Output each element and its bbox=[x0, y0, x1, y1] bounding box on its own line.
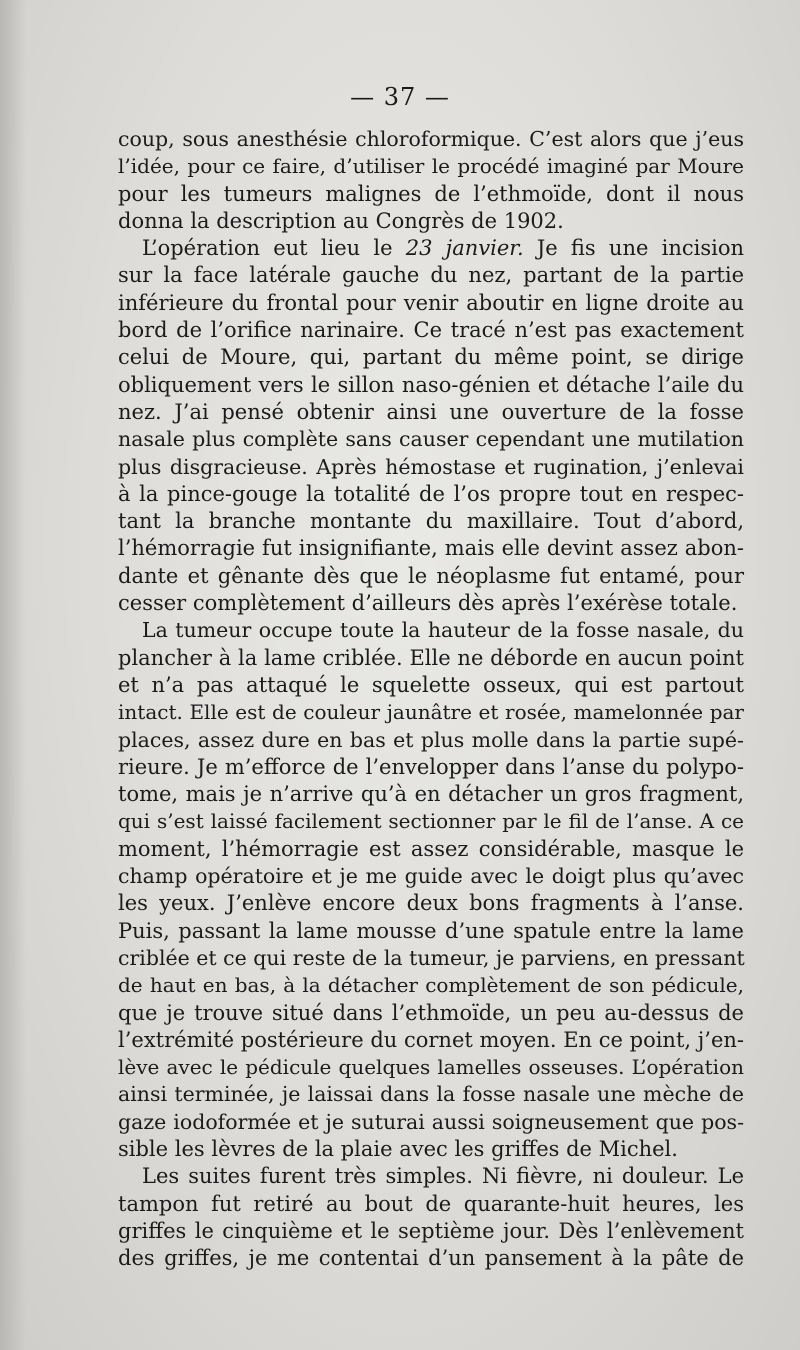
text-line: nez. J’ai pensé obtenir ainsi une ouverture de la fosse bbox=[118, 399, 744, 424]
text-line: Les suites furent très simples. Ni fièvre, ni douleur. Le bbox=[142, 1164, 744, 1189]
text-line: l’idée, pour ce faire, d’utiliser le procédé imaginé par Moure bbox=[118, 154, 744, 179]
text-line: ainsi terminée, je laissai dans la fosse nasale une mèche de bbox=[118, 1082, 744, 1107]
text-line: que je trouve situé dans l’ethmoïde, un peu au-dessus de bbox=[118, 1000, 744, 1025]
text-line: places, assez dure en bas et plus molle dans la partie supé- bbox=[118, 727, 744, 752]
text-line: inférieure du frontal pour venir aboutir en ligne droite au bbox=[118, 290, 744, 315]
text-line: tant la branche montante du maxillaire. Tout d’abord, bbox=[118, 509, 744, 534]
text-line: sur la face latérale gauche du nez, partant de la partie bbox=[118, 263, 744, 288]
text-line: qui s’est laissé facilement sectionner par le fil de l’anse. A ce bbox=[118, 809, 744, 834]
text-line: des griffes, je me contentai d’un pansement à la pâte de bbox=[118, 1246, 744, 1271]
text-line: les yeux. J’enlève encore deux bons fragments à l’anse. bbox=[118, 891, 744, 916]
text-line: celui de Moure, qui, partant du même point, se dirige bbox=[118, 345, 744, 370]
text-line: cesser complètement d’ailleurs dès après l’exérèse totale. bbox=[118, 591, 738, 616]
text-line: tampon fut retiré au bout de quarante-huit heures, les bbox=[118, 1191, 744, 1216]
text-line: L’opération eut lieu le 23 janvier. Je fis une incision bbox=[142, 236, 744, 261]
text-line: moment, l’hémorragie est assez considérable, masque le bbox=[118, 836, 744, 861]
text-line: l’hémorragie fut insignifiante, mais elle devint assez abon- bbox=[118, 536, 744, 561]
text-line: coup, sous anesthésie chloroformique. C’est alors que j’eus bbox=[118, 127, 744, 151]
text-line: champ opératoire et je me guide avec le doigt plus qu’avec bbox=[118, 864, 744, 889]
text-line: gaze iodoformée et je suturai aussi soigneusement que pos- bbox=[118, 1109, 744, 1134]
page-number: — 37 — bbox=[350, 83, 450, 111]
text-line: dante et gênante dès que le néoplasme fut entamé, pour bbox=[118, 563, 744, 588]
text-line: l’extrémité postérieure du cornet moyen. En ce point, j’en- bbox=[118, 1027, 744, 1052]
text-line: La tumeur occupe toute la hauteur de la fosse nasale, du bbox=[142, 618, 744, 643]
text-line: donna la description au Congrès de 1902. bbox=[118, 208, 564, 233]
italic-date: 23 janvier. bbox=[405, 236, 524, 261]
text-line: griffes le cinquième et le septième jour. Dès l’enlèvement bbox=[118, 1218, 744, 1243]
text-line: obliquement vers le sillon naso-génien et détache l’aile du bbox=[118, 372, 744, 397]
text-line: à la pince-gouge la totalité de l’os propre tout en respec- bbox=[118, 481, 744, 506]
text-line: sible les lèvres de la plaie avec les griffes de Michel. bbox=[118, 1136, 678, 1161]
text-line: criblée et ce qui reste de la tumeur, je parviens, en pressant bbox=[118, 945, 745, 970]
text-line: plancher à la lame criblée. Elle ne déborde en aucun point bbox=[118, 645, 744, 670]
text-line: tome, mais je n’arrive qu’à en détacher un gros fragment, bbox=[118, 782, 744, 807]
text-line: intact. Elle est de couleur jaunâtre et rosée, mamelonnée par bbox=[118, 700, 744, 725]
text-line: bord de l’orifice narinaire. Ce tracé n’est pas exactement bbox=[118, 318, 744, 343]
text-line: nasale plus complète sans causer cependant une mutilation bbox=[118, 427, 744, 452]
text-line: rieure. Je m’efforce de l’envelopper dans l’anse du polypo- bbox=[118, 754, 744, 779]
text-line: lève avec le pédicule quelques lamelles osseuses. L’opération bbox=[118, 1055, 744, 1080]
text-line: et n’a pas attaqué le squelette osseux, qui est partout bbox=[118, 672, 744, 697]
text-line: Puis, passant la lame mousse d’une spatule entre la lame bbox=[118, 918, 744, 943]
text-line: pour les tumeurs malignes de l’ethmoïde, dont il nous bbox=[118, 181, 744, 206]
text-line: de haut en bas, à la détacher complètement de son pédicule, bbox=[118, 973, 744, 998]
body-text bbox=[118, 126, 744, 1272]
text-line: plus disgracieuse. Après hémostase et rugination, j’enlevai bbox=[118, 454, 744, 479]
